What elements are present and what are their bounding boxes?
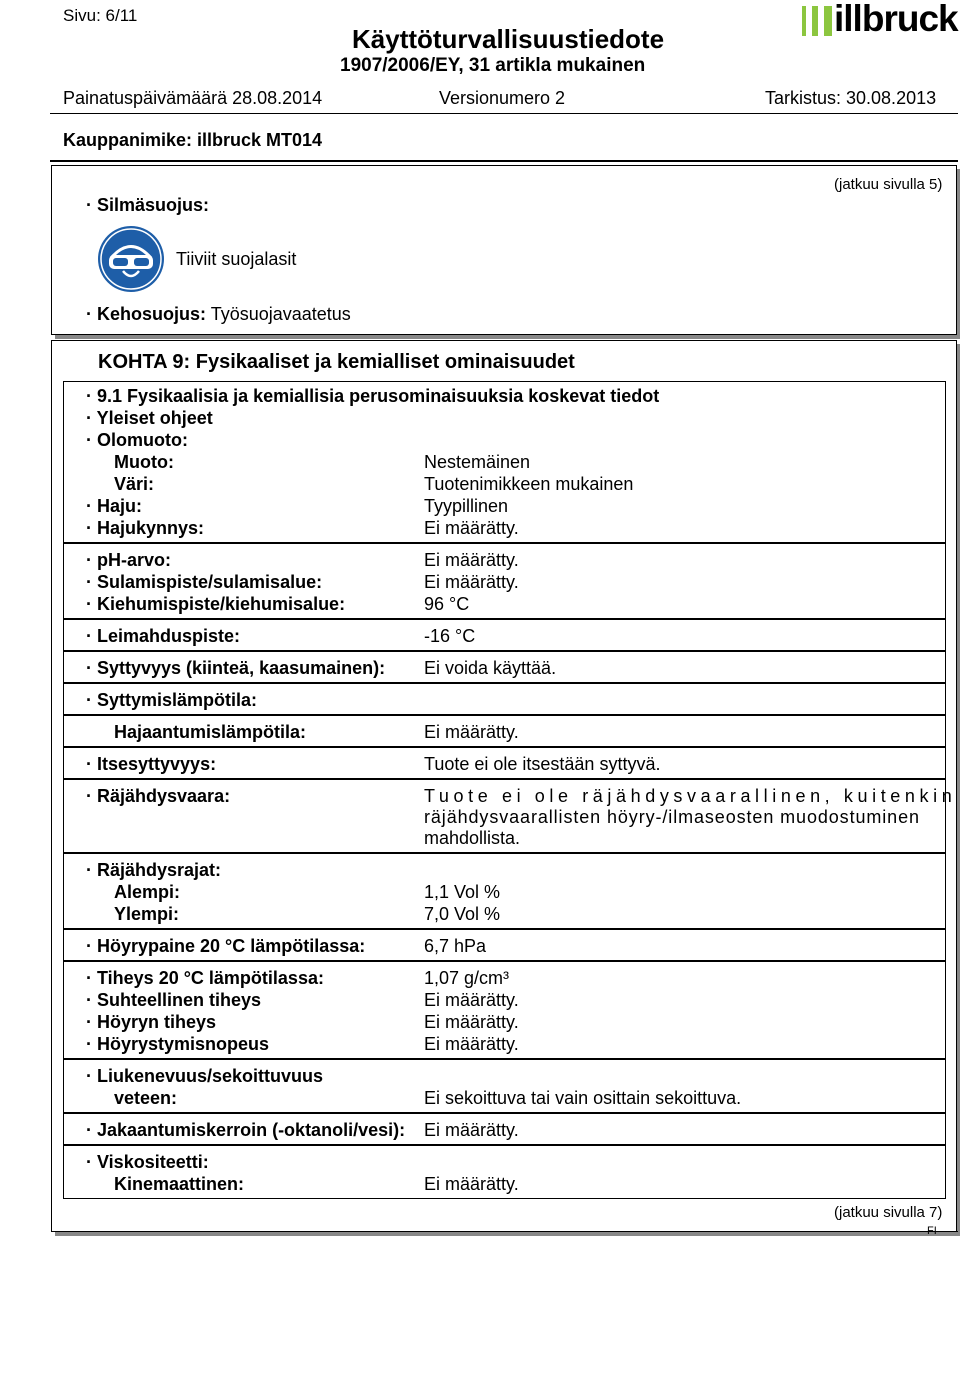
ignition-temp-label: · Syttymislämpötila: xyxy=(86,690,258,710)
relative-density-label: · Suhteellinen tiheys xyxy=(86,990,262,1010)
body-protection-label: · Kehosuojus: xyxy=(86,304,206,324)
upper-limit-value: 7,0 Vol % xyxy=(424,904,501,924)
viscosity-label: · Viskositeetti: xyxy=(86,1152,209,1172)
lower-limit-value: 1,1 Vol % xyxy=(424,882,501,902)
continued-to-note: (jatkuu sivulla 7) xyxy=(834,1204,943,1221)
body-protection-value: Työsuojavaatetus xyxy=(210,304,351,324)
vapour-density-value: Ei määrätty. xyxy=(424,1012,519,1032)
flash-point-value: -16 °C xyxy=(424,626,476,646)
evaporation-rate-label: · Höyrystymisnopeus xyxy=(86,1034,270,1054)
decomposition-temp-value: Ei määrätty. xyxy=(424,722,519,742)
melting-point-label: · Sulamispiste/sulamisalue: xyxy=(86,572,323,592)
odour-threshold-value: Ei määrätty. xyxy=(424,518,519,538)
form-label: Muoto: xyxy=(114,452,174,472)
flammability-value: Ei voida käyttää. xyxy=(424,658,557,678)
safety-goggles-icon xyxy=(97,225,165,293)
relative-density-value: Ei määrätty. xyxy=(424,990,519,1010)
explosion-limits-label: · Räjähdysrajat: xyxy=(86,860,222,880)
explosion-hazard-value-line1: Tuote ei ole räjähdysvaarallinen, kuitenkin xyxy=(424,786,957,806)
explosion-hazard-label: · Räjähdysvaara: xyxy=(86,786,231,806)
upper-limit-label: Ylempi: xyxy=(114,904,180,924)
density-value: 1,07 g/cm³ xyxy=(424,968,510,988)
melting-point-value: Ei määrätty. xyxy=(424,572,519,592)
color-value: Tuotenimikkeen mukainen xyxy=(424,474,634,494)
decomposition-temp-label: Hajaantumislämpötila: xyxy=(114,722,307,742)
eye-protection-text: Tiiviit suojalasit xyxy=(176,249,297,269)
language-code: FI xyxy=(927,1225,937,1237)
body-protection xyxy=(86,304,351,325)
self-ignition-label: · Itsesyttyvyys: xyxy=(86,754,217,774)
kinematic-viscosity-value: Ei määrätty. xyxy=(424,1174,519,1194)
odour-threshold-label: · Hajukynnys: xyxy=(86,518,205,538)
print-date: Painatuspäivämäärä 28.08.2014 xyxy=(63,88,323,108)
evaporation-rate-value: Ei määrätty. xyxy=(424,1034,519,1054)
vapour-pressure-value: 6,7 hPa xyxy=(424,936,487,956)
ph-label: · pH-arvo: xyxy=(86,550,171,570)
solubility-water-label: veteen: xyxy=(114,1088,178,1108)
brand-name: illbruck xyxy=(834,0,958,39)
form-value: Nestemäinen xyxy=(424,452,531,472)
trade-name: Kauppanimike: illbruck MT014 xyxy=(63,130,323,150)
continued-from-note: (jatkuu sivulla 5) xyxy=(834,176,943,193)
explosion-hazard-value-line2: räjähdysvaarallisten höyry-/ilmaseosten muodostuminen xyxy=(424,807,920,827)
boiling-point-label: · Kiehumispiste/kiehumisalue: xyxy=(86,594,346,614)
density-label: · Tiheys 20 °C lämpötilassa: xyxy=(86,968,324,988)
color-label: Väri: xyxy=(114,474,155,494)
version-number: Versionumero 2 xyxy=(439,88,566,108)
eye-protection-label: · Silmäsuojus: xyxy=(86,195,210,215)
brand-logo xyxy=(800,2,960,40)
section9-title: KOHTA 9: Fysikaaliset ja kemialliset ominaisuudet xyxy=(98,351,575,373)
general-info-label: · Yleiset ohjeet xyxy=(86,408,213,428)
odour-value: Tyypillinen xyxy=(424,496,509,516)
self-ignition-value: Tuote ei ole itsestään syttyvä. xyxy=(424,754,661,774)
lower-limit-label: Alempi: xyxy=(114,882,181,902)
solubility-label: · Liukenevuus/sekoittuvuus xyxy=(86,1066,324,1086)
flash-point-label: · Leimahduspiste: xyxy=(86,626,241,646)
flammability-label: · Syttyvyys (kiinteä, kaasumainen): xyxy=(86,658,386,678)
odour-label: · Haju: xyxy=(86,496,142,516)
document-subtitle: 1907/2006/EY, 31 artikla mukainen xyxy=(340,55,646,76)
boiling-point-value: 96 °C xyxy=(424,594,470,614)
kinematic-viscosity-label: Kinemaattinen: xyxy=(114,1174,245,1194)
vapour-density-label: · Höyryn tiheys xyxy=(86,1012,217,1032)
partition-coefficient-value: Ei määrätty. xyxy=(424,1120,519,1140)
review-date: Tarkistus: 30.08.2013 xyxy=(765,88,937,108)
partition-coefficient-label: · Jakaantumiskerroin (-oktanoli/vesi): xyxy=(86,1120,406,1140)
document-title: Käyttöturvallisuustiedote xyxy=(352,24,665,54)
subsection-9-1: · 9.1 Fysikaalisia ja kemiallisia perusominaisuuksia koskevat tiedot xyxy=(86,386,660,406)
vapour-pressure-label: · Höyrypaine 20 °C lämpötilassa: xyxy=(86,936,366,956)
ph-value: Ei määrätty. xyxy=(424,550,519,570)
page-number: Sivu: 6/11 xyxy=(63,6,138,25)
appearance-label: · Olomuoto: xyxy=(86,430,188,450)
explosion-hazard-value-line3: mahdollista. xyxy=(424,828,521,848)
solubility-value: Ei sekoittuva tai vain osittain sekoittuva. xyxy=(424,1088,742,1108)
